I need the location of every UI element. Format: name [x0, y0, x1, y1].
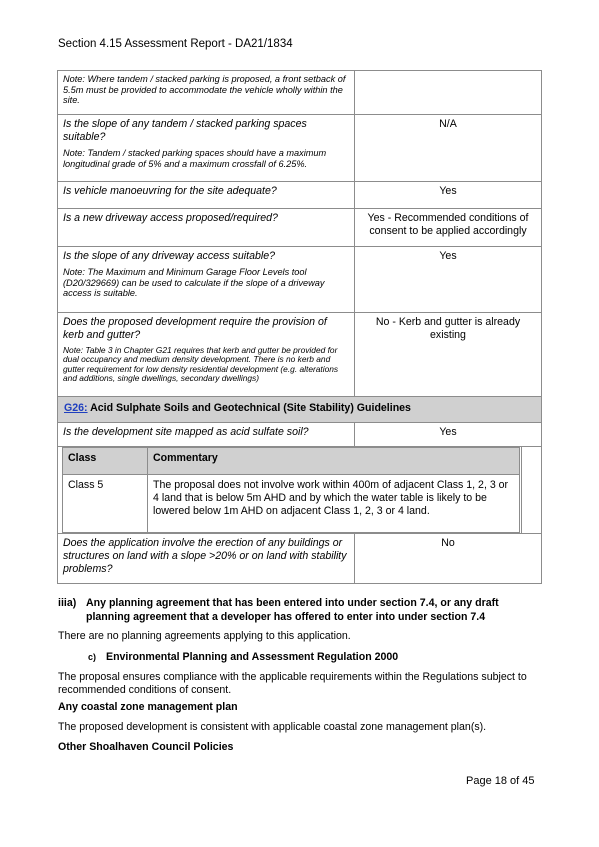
answer-cell: No - Kerb and gutter is already existing	[355, 313, 542, 397]
page-header: Section 4.15 Assessment Report - DA21/1834	[58, 38, 293, 50]
table-row	[58, 115, 542, 182]
note: Note: Table 3 in Chapter G21 requires that kerb and gutter be provided for dual occupancy and medium density development. There is no kerb and gutter requirement for low density residential development (e.g. alterations and additions, single dwellings, secondary dwellings)	[63, 345, 339, 384]
answer-cell: Yes	[355, 423, 542, 447]
question-cell: Is vehicle manoeuvring for the site adequate?	[58, 182, 355, 209]
answer-cell: Yes - Recommended conditions of consent to be applied accordingly	[355, 209, 542, 247]
section-iiia-heading	[58, 597, 542, 624]
question-cell: Is a new driveway access proposed/required?	[58, 209, 355, 247]
commentary-header: Commentary	[148, 448, 520, 475]
table-row	[58, 423, 542, 447]
inner-header-row	[63, 448, 520, 475]
nested-table-row	[58, 447, 542, 534]
question-text: Is the slope of any driveway access suitable?	[63, 250, 275, 262]
section-number: c)	[88, 652, 97, 662]
question-cell: Is the development site mapped as acid sulfate soil?	[58, 423, 355, 447]
section-text: Any planning agreement that has been entered into under section 7.4, or any draft planning agreement that a developer has offered to enter into under section 7.4	[86, 597, 499, 623]
section-heading	[58, 397, 542, 423]
answer-cell: No	[355, 534, 542, 584]
question-cell	[58, 247, 355, 313]
question-text: Is the slope of any tandem / stacked parking spaces suitable?	[63, 118, 307, 143]
table-row	[58, 247, 542, 313]
section-number: iiia)	[58, 597, 77, 609]
question-cell: Does the application involve the erection of any buildings or structures on land with a slope >20% or on land with stability problems?	[58, 534, 355, 584]
note: Note: Where tandem / stacked parking is proposed, a front setback of 5.5m must be provided to accommodate the vehicle wholly within the site.	[63, 74, 346, 106]
answer-cell: Yes	[355, 182, 542, 209]
note: Note: The Maximum and Minimum Garage Floor Levels tool (D20/329669) can be used to calculate if the slope of a driveway access is suitable.	[63, 267, 325, 299]
paragraph: There are no planning agreements applying to this application.	[58, 630, 351, 642]
question-text: Does the proposed development require the provision of kerb and gutter?	[63, 316, 327, 341]
inner-wrap	[58, 447, 541, 533]
answer-cell: Yes	[355, 247, 542, 313]
question-cell	[58, 313, 355, 397]
section-row	[58, 397, 542, 423]
answer-cell	[355, 71, 542, 115]
heading-other-policies: Other Shoalhaven Council Policies	[58, 741, 234, 753]
table-row	[58, 534, 542, 584]
section-title: Acid Sulphate Soils and Geotechnical (Site Stability) Guidelines	[90, 402, 411, 414]
commentary-value: The proposal does not involve work within 400m of adjacent Class 1, 2, 3 or 4 land that is below 5m AHD and by which the water table is likely to be lowered below 1m AHD on adjacent Class 1, 2, 3 or 4 land.	[148, 475, 520, 533]
section-c-heading	[88, 651, 398, 663]
inner-row	[63, 475, 520, 533]
class-header: Class	[63, 448, 148, 475]
page-number: Page 18 of 45	[466, 775, 535, 787]
table-row	[58, 209, 542, 247]
class-commentary-table	[62, 447, 520, 533]
nested-cell	[58, 447, 542, 534]
g26-link[interactable]: G26:	[64, 402, 88, 414]
paragraph: The proposal ensures compliance with the applicable requirements within the Regulations subject to recommended conditions of consent.	[58, 671, 527, 696]
assessment-table	[57, 70, 542, 584]
question-cell	[58, 71, 355, 115]
section-text: Environmental Planning and Assessment Regulation 2000	[106, 651, 399, 663]
answer-cell: N/A	[355, 115, 542, 182]
note: Note: Tandem / stacked parking spaces should have a maximum longitudinal grade of 5% and a maximum crossfall of 6.25%.	[63, 148, 327, 169]
question-cell	[58, 115, 355, 182]
class-value: Class 5	[63, 475, 148, 533]
table-row	[58, 182, 542, 209]
paragraph: The proposed development is consistent with applicable coastal zone management plan(s).	[58, 721, 487, 733]
table-row	[58, 313, 542, 397]
heading-coastal: Any coastal zone management plan	[58, 701, 238, 713]
table-row	[58, 71, 542, 115]
